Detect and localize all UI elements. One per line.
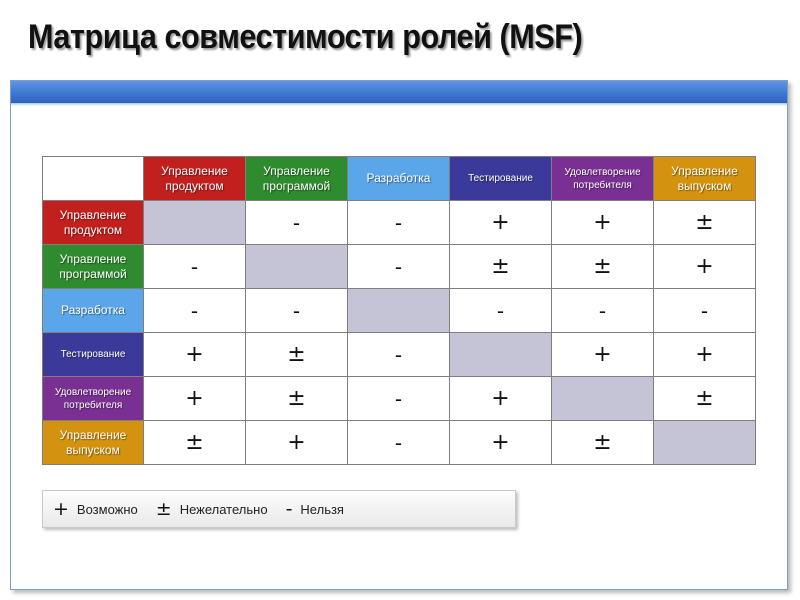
matrix-cell: + — [654, 245, 756, 289]
matrix-cell: - — [348, 333, 450, 377]
frame-header-edge — [11, 103, 787, 106]
legend-label: Нельзя — [300, 501, 344, 517]
row-header-user-experience: Удовлетворение потребителя — [43, 377, 144, 421]
plus-minus-icon: ± — [155, 498, 172, 520]
matrix-cell: - — [348, 201, 450, 245]
matrix-row — [43, 421, 756, 465]
matrix-cell: - — [654, 289, 756, 333]
matrix-cell: - — [450, 289, 552, 333]
matrix-cell: - — [552, 289, 654, 333]
matrix-cell: ± — [246, 333, 348, 377]
matrix-cell: + — [144, 377, 246, 421]
matrix-cell — [144, 201, 246, 245]
matrix-cell: - — [144, 289, 246, 333]
column-header-development: Разработка — [348, 157, 450, 201]
matrix-cell: - — [246, 201, 348, 245]
column-header-program-management: Управление программой — [246, 157, 348, 201]
row-header-product-management: Управление продуктом — [43, 201, 144, 245]
matrix-cell: + — [450, 377, 552, 421]
matrix-corner-cell — [43, 157, 144, 201]
column-header-product-management: Управление продуктом — [144, 157, 246, 201]
column-header-testing: Тестирование — [450, 157, 552, 201]
matrix-cell: - — [348, 245, 450, 289]
frame-header-bar — [11, 81, 787, 103]
matrix-cell: ± — [552, 421, 654, 465]
row-header-program-management: Управление программой — [43, 245, 144, 289]
matrix-cell: - — [348, 377, 450, 421]
matrix-cell — [450, 333, 552, 377]
matrix-row — [43, 289, 756, 333]
column-header-user-experience: Удовлетворение потребителя — [552, 157, 654, 201]
matrix-cell: + — [552, 201, 654, 245]
plus-icon: + — [53, 498, 69, 520]
legend-label: Возможно — [76, 501, 138, 517]
matrix-row — [43, 377, 756, 421]
matrix-cell: ± — [144, 421, 246, 465]
matrix-header-row — [43, 157, 756, 201]
matrix-row — [43, 201, 756, 245]
matrix-cell — [654, 421, 756, 465]
page-title: Матрица совместимости ролей (MSF) — [28, 18, 583, 56]
matrix-cell: ± — [552, 245, 654, 289]
matrix-cell: - — [246, 289, 348, 333]
legend-item-possible — [53, 498, 138, 520]
legend — [42, 490, 516, 528]
matrix-cell: ± — [654, 377, 756, 421]
matrix-cell: - — [144, 245, 246, 289]
matrix-cell: ± — [654, 201, 756, 245]
row-header-testing: Тестирование — [43, 333, 144, 377]
row-header-release-management: Управление выпуском — [43, 421, 144, 465]
matrix-cell: + — [246, 421, 348, 465]
matrix-cell: + — [144, 333, 246, 377]
matrix-cell: + — [450, 421, 552, 465]
matrix-row — [43, 245, 756, 289]
legend-item-forbidden — [286, 498, 344, 520]
matrix-cell — [348, 289, 450, 333]
legend-item-undesirable — [156, 498, 268, 520]
matrix-cell — [246, 245, 348, 289]
legend-label: Нежелательно — [179, 501, 268, 517]
matrix-cell: ± — [246, 377, 348, 421]
matrix-cell — [552, 377, 654, 421]
matrix-cell: + — [450, 201, 552, 245]
row-header-development: Разработка — [43, 289, 144, 333]
matrix-cell: + — [654, 333, 756, 377]
minus-icon: - — [285, 498, 293, 520]
matrix-row — [43, 333, 756, 377]
role-compatibility-matrix — [42, 156, 756, 465]
column-header-release-management: Управление выпуском — [654, 157, 756, 201]
matrix-cell: ± — [450, 245, 552, 289]
matrix-cell: + — [552, 333, 654, 377]
matrix-cell: - — [348, 421, 450, 465]
